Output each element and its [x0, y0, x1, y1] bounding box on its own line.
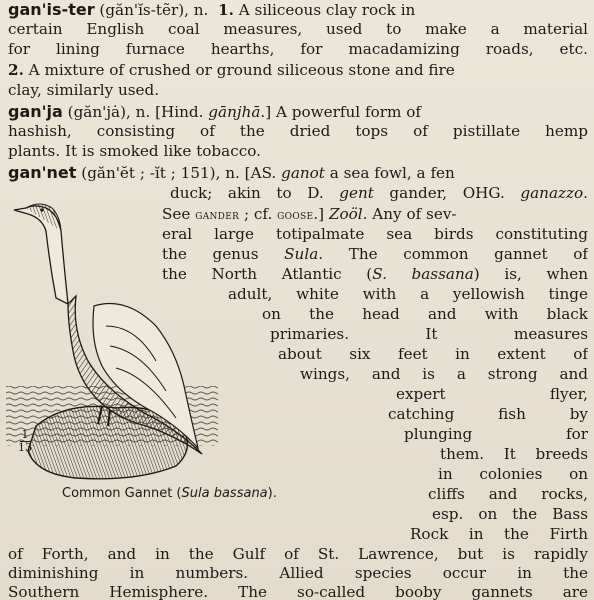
entry-gannet-line-17: cliffs and rocks,: [428, 485, 588, 503]
entry-ganja-line-3: plants. It is smoked like tobacco.: [8, 142, 261, 160]
entry-gannet-line-7: adult, white with a yellowish tinge: [228, 285, 588, 303]
entry-gannet-line-20: of Forth, and in the Gulf of St. Lawrence, but is rapidly: [8, 545, 588, 563]
entry-ganister-line-5: clay, similarly used.: [8, 81, 160, 99]
entry-gannet-line-21: diminishing in numbers. Allied species occur in the: [8, 564, 588, 582]
headword-ganja: gan'ja: [8, 102, 63, 121]
entry-gannet-line-2: duck; akin to D. gent gander, OHG. ganazzo.: [170, 184, 588, 202]
entry-ganister-line-2: certain English coal measures, used to make a material: [8, 20, 588, 38]
entry-gannet-line-16: in colonies on: [438, 465, 588, 483]
entry-gannet-line-15: them. It breeds: [440, 445, 588, 463]
headword-gannet: gan'net: [8, 163, 77, 182]
entry-ganister-line-3: for lining furnace hearths, for macadamizing roads, etc.: [8, 40, 588, 58]
entry-gannet-line-6: the North Atlantic (S. bassana) is, when: [162, 265, 588, 283]
entry-gannet-line-14: plunging for: [404, 425, 588, 443]
entry-ganja-line-2: hashish, consisting of the dried tops of pistillate hemp: [8, 122, 588, 140]
entry-gannet-line-13: catching fish by: [388, 405, 588, 423]
entry-gannet-line-4: eral large totipalmate sea birds constituting: [162, 225, 588, 243]
entry-gannet-line-1: gan'net (găn'ĕt ; -ĭt ; 151), n. [AS. ganot a sea fowl, a fen: [8, 163, 455, 182]
illustration-caption: Common Gannet (Sula bassana).: [62, 486, 277, 501]
entry-gannet-line-3: See gander ; cf. goose.] Zoöl. Any of sev-: [162, 205, 457, 223]
entry-gannet-line-22: Southern Hemisphere. The so-called booby gannets are: [8, 583, 588, 600]
headword-ganister: gan'is-ter: [8, 0, 95, 19]
entry-ganja-line-1: gan'ja (găn'jȧ), n. [Hind. gānjhā.] A powerful form of: [8, 102, 422, 121]
scale-fraction: 1 13: [18, 428, 32, 454]
entry-ganister-line-4: 2. A mixture of crushed or ground siliceous stone and fire: [8, 61, 455, 79]
entry-gannet-line-12: expert flyer,: [396, 385, 588, 403]
entry-gannet-line-19: Rock in the Firth: [410, 525, 588, 543]
entry-ganister-line-1: gan'is-ter (găn'ĭs-tẽr), n. 1. A siliceous clay rock in: [8, 0, 416, 19]
entry-gannet-line-8: on the head and with black: [262, 305, 588, 323]
entry-gannet-line-5: the genus Sula. The common gannet of: [162, 245, 588, 263]
entry-gannet-line-10: about six feet in extent of: [278, 345, 588, 363]
entry-gannet-line-18: esp. on the Bass: [432, 505, 588, 523]
entry-gannet-line-9: primaries. It measures: [270, 325, 588, 343]
entry-gannet-line-11: wings, and is a strong and: [300, 365, 588, 383]
gannet-illustration: [6, 186, 218, 484]
